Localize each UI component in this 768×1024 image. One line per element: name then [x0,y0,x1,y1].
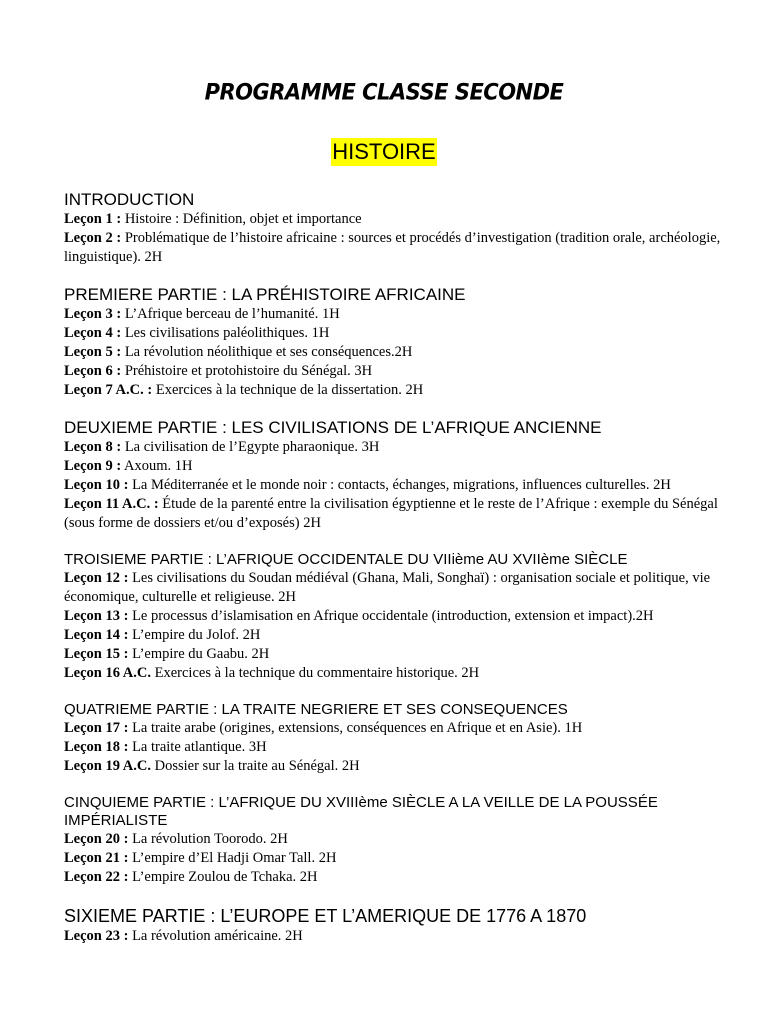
lesson-text: La révolution néolithique et ses conséquences.2H [121,344,413,360]
lesson-item [64,381,724,400]
lesson-text: Axoum. 1H [121,458,193,474]
lesson-item [64,476,724,495]
lesson-item [64,645,724,664]
lesson-item [64,343,724,362]
section [64,190,724,267]
lesson-text: La traite atlantique. 3H [128,739,267,755]
lesson-item [64,305,724,324]
lesson-text: La civilisation de l’Egypte pharaonique. 3H [121,439,380,455]
section-title: PREMIERE PARTIE : LA PRÉHISTOIRE AFRICAINE [64,285,466,304]
lesson-text: La révolution Toorodo. 2H [128,831,288,847]
lesson-text: Histoire : Définition, objet et importance [121,211,362,227]
lesson-label: Leçon 18 : [64,739,129,755]
lesson-label: Leçon 7 A.C. : [64,382,153,398]
lesson-label: Leçon 22 : [64,869,129,885]
lesson-item [64,849,724,868]
lesson-item [64,324,724,343]
section-title: TROISIEME PARTIE : L’AFRIQUE OCCIDENTALE DU VIIième AU XVIIème SIÈCLE [64,551,628,568]
lesson-label: Leçon 13 : [64,608,129,624]
lesson-item [64,495,724,533]
lesson-text: Le processus d’islamisation en Afrique occidentale (introduction, extension et impact).2H [128,608,654,624]
lesson-label: Leçon 16 A.C. [64,665,151,681]
lesson-label: Leçon 5 : [64,344,122,360]
section-spacer [64,533,724,551]
lesson-label: Leçon 20 : [64,831,129,847]
lesson-item [64,569,724,607]
section-spacer [64,776,724,794]
section-title: CINQUIEME PARTIE : L’AFRIQUE DU XVIIIème SIÈCLE A LA VEILLE DE LA POUSSÉE IMPÉRIALISTE [64,794,658,829]
lesson-label: Leçon 21 : [64,850,129,866]
lesson-label: Leçon 11 A.C. : [64,496,159,512]
lesson-item [64,830,724,849]
program-content [64,190,724,946]
lesson-text: L’empire Zoulou de Tchaka. 2H [128,869,318,885]
section [64,794,724,887]
section-spacer [64,887,724,905]
lesson-label: Leçon 6 : [64,363,122,379]
lesson-label: Leçon 8 : [64,439,122,455]
lesson-text: La traite arabe (origines, extensions, conséquences en Afrique et en Asie). 1H [128,720,583,736]
lesson-item [64,664,724,683]
section-title: QUATRIEME PARTIE : LA TRAITE NEGRIERE ET SES CONSEQUENCES [64,701,568,718]
lesson-text: Les civilisations du Soudan médiéval (Ghana, Mali, Songhaï) : organisation sociale et politique, vie économique, culturelle et religieuse. 2H [64,570,711,605]
section-spacer [64,683,724,701]
lesson-text: Exercices à la technique du commentaire historique. 2H [151,665,480,681]
lesson-label: Leçon 9 : [64,458,122,474]
lesson-text: Étude de la parenté entre la civilisation égyptienne et le reste de l’Afrique : exemple du Sénégal (sous forme de dossiers et/ou d’exposés) 2H [64,496,718,531]
lesson-label: Leçon 10 : [64,477,129,493]
section [64,285,724,400]
section [64,551,724,683]
lesson-text: Dossier sur la traite au Sénégal. 2H [151,758,360,774]
lesson-text: Les civilisations paléolithiques. 1H [121,325,330,341]
lesson-item [64,927,724,946]
section-title: DEUXIEME PARTIE : LES CIVILISATIONS DE L’AFRIQUE ANCIENNE [64,418,602,437]
section [64,701,724,776]
subject-heading: HISTOIRE [332,139,436,164]
lesson-label: Leçon 12 : [64,570,129,586]
lesson-item [64,210,724,229]
lesson-item [64,738,724,757]
lesson-label: Leçon 17 : [64,720,129,736]
lesson-item [64,626,724,645]
lesson-text: Problématique de l’histoire africaine : sources et procédés d’investigation (tradition orale, archéologie, linguistique). 2H [64,230,721,265]
lesson-text: Exercices à la technique de la dissertation. 2H [152,382,424,398]
lesson-text: L’empire du Jolof. 2H [128,627,261,643]
lesson-item [64,757,724,776]
lesson-text: L’empire d’El Hadji Omar Tall. 2H [128,850,337,866]
lesson-item [64,868,724,887]
lesson-item [64,362,724,381]
lesson-label: Leçon 2 : [64,230,122,246]
lesson-label: Leçon 3 : [64,306,122,322]
lesson-item [64,457,724,476]
section [64,418,724,533]
lesson-item [64,438,724,457]
lesson-text: L’Afrique berceau de l’humanité. 1H [121,306,340,322]
lesson-label: Leçon 4 : [64,325,122,341]
lesson-label: Leçon 19 A.C. [64,758,151,774]
section-title: INTRODUCTION [64,190,195,209]
section [64,905,724,946]
section-spacer [64,400,724,418]
lesson-text: La Méditerranée et le monde noir : contacts, échanges, migrations, influences culturelles. 2H [128,477,671,493]
lesson-item [64,229,724,267]
section-spacer [64,267,724,285]
lesson-label: Leçon 14 : [64,627,129,643]
lesson-text: Préhistoire et protohistoire du Sénégal. 3H [121,363,373,379]
lesson-label: Leçon 15 : [64,646,129,662]
lesson-label: Leçon 23 : [64,928,129,944]
section-title: SIXIEME PARTIE : L’EUROPE ET L’AMERIQUE DE 1776 A 1870 [64,906,587,926]
lesson-text: L’empire du Gaabu. 2H [128,646,270,662]
lesson-text: La révolution américaine. 2H [128,928,303,944]
lesson-label: Leçon 1 : [64,211,122,227]
subject-heading-wrap [0,138,768,166]
lesson-item [64,719,724,738]
lesson-item [64,607,724,626]
document-title: PROGRAMME CLASSE SECONDE [204,79,564,105]
